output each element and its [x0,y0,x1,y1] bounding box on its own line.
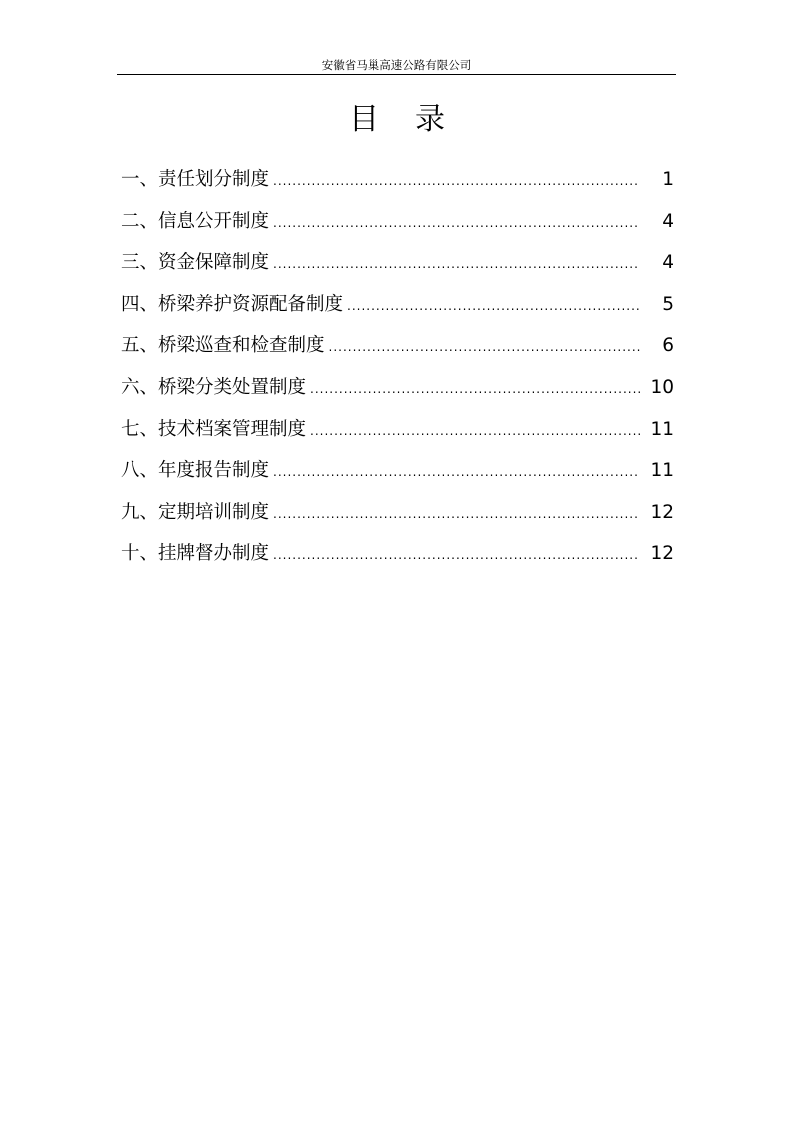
toc-entry-label: 二、信息公开制度 [121,210,270,232]
toc-dot-leader [310,373,640,405]
toc-entry[interactable] [121,455,674,497]
toc-entry-page: 11 [650,418,674,440]
toc-entry-page: 4 [662,252,674,274]
toc-entry-label: 七、技术档案管理制度 [121,418,307,440]
toc-entry-page: 10 [650,376,674,398]
toc-dot-leader [273,165,640,197]
toc-entry[interactable] [121,414,674,456]
toc-entry-label: 六、桥梁分类处置制度 [121,376,307,398]
toc-entry[interactable] [121,538,674,580]
toc-entry[interactable] [121,164,674,206]
toc-dot-leader [347,290,640,322]
toc-entry-page: 1 [662,169,674,190]
toc-entry-page: 12 [650,501,674,523]
toc-entry[interactable] [121,372,674,414]
toc-dot-leader [273,248,640,280]
page-title: 目录 [349,102,481,137]
toc-dot-leader [273,539,640,571]
toc-dot-leader [273,498,640,530]
toc-entry[interactable] [121,289,674,331]
toc-dot-leader [273,456,640,488]
toc-entry-label: 三、资金保障制度 [121,252,270,274]
toc-entry-label: 八、年度报告制度 [121,460,270,482]
toc-entry-label: 一、责任划分制度 [121,169,270,190]
toc-entry[interactable] [121,497,674,539]
toc-entry-label: 九、定期培训制度 [121,501,270,523]
toc-entry-page: 6 [662,335,674,357]
toc-entry[interactable] [121,247,674,289]
header-company-name: 安徽省马巢高速公路有限公司 [321,58,472,72]
toc-entry-label: 十、挂牌督办制度 [121,543,270,565]
toc-entry-page: 5 [662,293,674,315]
toc-entry-label: 四、桥梁养护资源配备制度 [121,293,344,315]
toc-dot-leader [273,207,640,239]
toc-entry[interactable] [121,206,674,248]
toc-entry-page: 11 [650,460,674,482]
toc-entry-page: 4 [662,210,674,232]
toc-entry-page: 12 [650,543,674,565]
toc-dot-leader [329,331,640,363]
table-of-contents [121,164,674,580]
page-header [117,56,676,75]
toc-entry[interactable] [121,330,674,372]
toc-entry-label: 五、桥梁巡查和检查制度 [121,335,325,357]
toc-dot-leader [310,415,640,447]
